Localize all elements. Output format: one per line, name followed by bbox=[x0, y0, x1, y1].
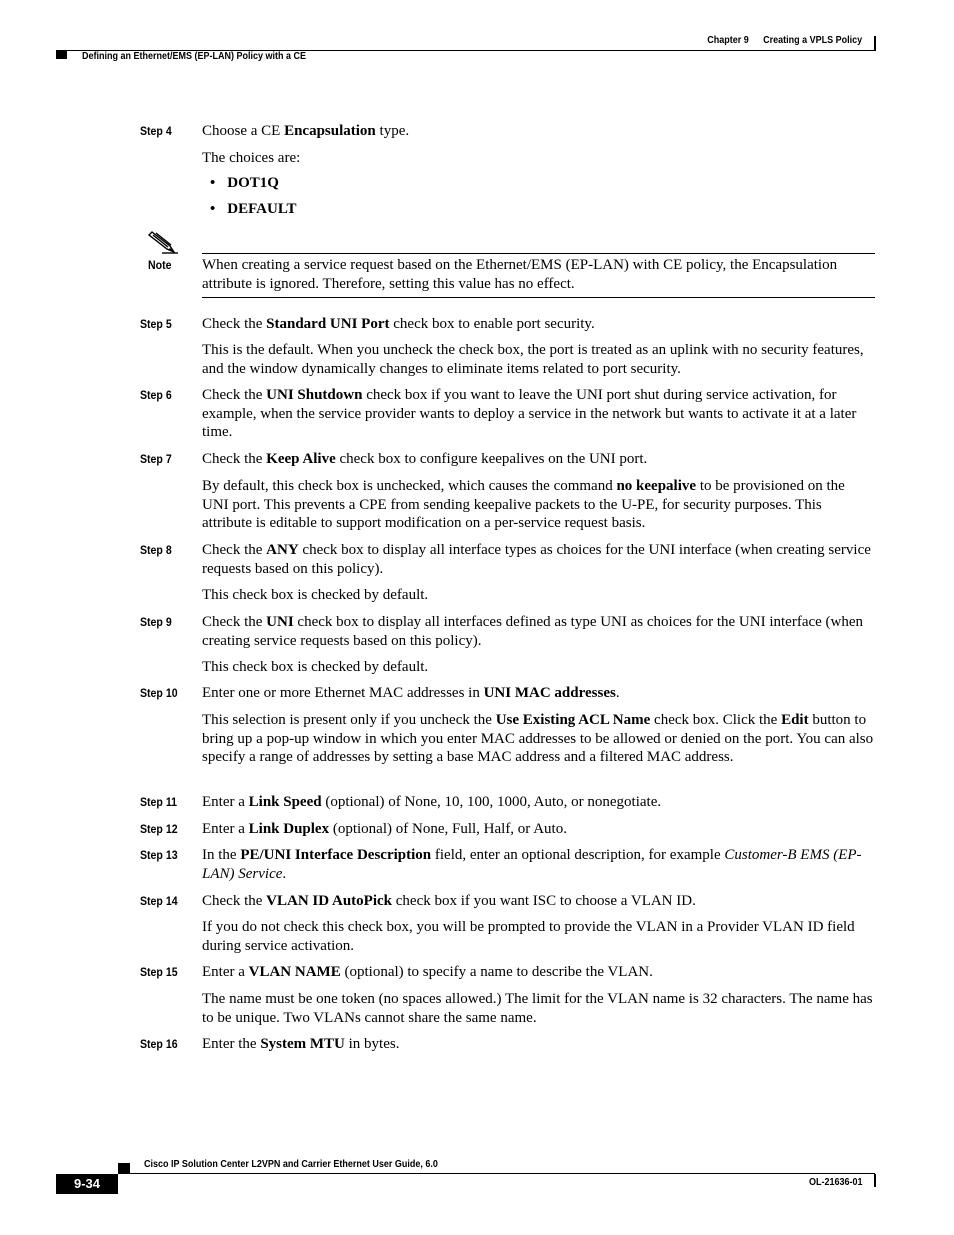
ui-term: ANY bbox=[266, 542, 299, 558]
step-label: Step 4 bbox=[140, 124, 172, 138]
ui-term: System MTU bbox=[260, 1036, 345, 1052]
step-paragraph: The name must be one token (no spaces allowed.) The limit for the VLAN name is 32 characters. The name has to be unique. Two VLANs cannot share the same name. bbox=[202, 991, 873, 1026]
step-text: Check the VLAN ID AutoPick check box if you want ISC to choose a VLAN ID. bbox=[202, 893, 696, 909]
step-label: Step 15 bbox=[140, 965, 178, 979]
step-paragraph: This check box is checked by default. bbox=[202, 587, 429, 603]
step-label: Step 12 bbox=[140, 822, 178, 836]
step-label: Step 11 bbox=[140, 795, 177, 809]
choice-bullet: • DOT1Q bbox=[210, 175, 279, 192]
step-label: Step 13 bbox=[140, 848, 178, 862]
step-text: Enter a Link Speed (optional) of None, 10, 100, 1000, Auto, or nonegotiate. bbox=[202, 794, 662, 810]
pencil-note-icon bbox=[148, 229, 178, 255]
ui-term: Encapsulation bbox=[284, 123, 376, 139]
step-text: Choose a CE Encapsulation type. bbox=[202, 123, 410, 139]
choice-bullet: • DEFAULT bbox=[210, 201, 296, 218]
ui-term: UNI bbox=[266, 614, 294, 630]
step-text: Check the UNI check box to display all interfaces defined as type UNI as choices for the UNI interface (when creating service requests based on this policy). bbox=[202, 614, 864, 649]
step-text: Enter a Link Duplex (optional) of None, Full, Half, or Auto. bbox=[202, 821, 567, 837]
ui-term: PE/UNI Interface Description bbox=[240, 847, 432, 863]
step-text: Enter a VLAN NAME (optional) to specify a name to describe the VLAN. bbox=[202, 964, 653, 980]
step-paragraph: This selection is present only if you uncheck the Use Existing ACL Name check box. Click the Edit button to bring up a pop-up window in which you enter MAC addresses to be allowed or denied on the port. You can also specify a range of addresses by setting a base MAC address and a filtered MAC address. bbox=[202, 712, 874, 766]
step-label: Step 10 bbox=[140, 686, 178, 700]
header-section-title: Defining an Ethernet/EMS (EP-LAN) Policy with a CE bbox=[82, 51, 307, 62]
footer-page-number: 9-34 bbox=[56, 1174, 118, 1194]
step-text: Enter the System MTU in bytes. bbox=[202, 1036, 400, 1052]
header-block bbox=[56, 51, 67, 59]
header-tick bbox=[874, 36, 876, 50]
step-paragraph: This check box is checked by default. bbox=[202, 659, 429, 675]
step-text: Check the UNI Shutdown check box if you want to leave the UNI port shut during service activation, for example, when the service provider wants to deploy a service in the network but wants to activate it at a later time. bbox=[202, 387, 857, 441]
ui-term: Edit bbox=[781, 712, 809, 728]
header-chapter bbox=[707, 35, 862, 46]
step-paragraph: If you do not check this check box, you will be prompted to provide the VLAN in a Provider VLAN ID field during service activation. bbox=[202, 919, 855, 954]
example-text: Customer-B EMS (EP-LAN) Service bbox=[202, 847, 862, 882]
step-label: Step 8 bbox=[140, 543, 172, 557]
ui-term: no keepalive bbox=[616, 478, 697, 494]
chapter-number: Chapter 9 bbox=[707, 35, 749, 46]
step-text: Check the ANY check box to display all interface types as choices for the UNI interface (when creating service requests based on this policy). bbox=[202, 542, 871, 577]
note-label: Note bbox=[148, 258, 172, 272]
ui-term: Keep Alive bbox=[266, 451, 336, 467]
step-text: In the PE/UNI Interface Description field, enter an optional description, for example Customer-B EMS (EP-LAN) Service. bbox=[202, 847, 862, 882]
step-text: Check the Keep Alive check box to configure keepalives on the UNI port. bbox=[202, 451, 648, 467]
footer-tick bbox=[874, 1174, 876, 1187]
ui-term: Use Existing ACL Name bbox=[495, 712, 651, 728]
step-label: Step 6 bbox=[140, 388, 172, 402]
step-paragraph: This is the default. When you uncheck the check box, the port is treated as an uplink with no security features, and the window dynamically changes to eliminate items related to port security. bbox=[202, 342, 864, 377]
note-rule-top bbox=[202, 253, 875, 254]
footer-guide-title: Cisco IP Solution Center L2VPN and Carrier Ethernet User Guide, 6.0 bbox=[144, 1159, 438, 1170]
step-label: Step 7 bbox=[140, 452, 172, 466]
step-label: Step 9 bbox=[140, 615, 172, 629]
footer-doc-id: OL-21636-01 bbox=[808, 1177, 862, 1188]
step-paragraph: By default, this check box is unchecked, which causes the command no keepalive to be provisioned on the UNI port. This prevents a CPE from sending keepalive packets to the U-PE, for security purposes. This attribute is editable to support modification on a per-service request basis. bbox=[202, 478, 845, 532]
step-label: Step 16 bbox=[140, 1037, 178, 1051]
ui-term: Standard UNI Port bbox=[266, 316, 390, 332]
ui-term: VLAN ID AutoPick bbox=[266, 893, 393, 909]
note-text: When creating a service request based on the Ethernet/EMS (EP-LAN) with CE policy, the Encapsulation attribute is ignored. Therefore, setting this value has no effect. bbox=[202, 257, 838, 292]
ui-term: UNI MAC addresses bbox=[483, 685, 616, 701]
ui-term: Link Duplex bbox=[248, 821, 330, 837]
step-paragraph: The choices are: bbox=[202, 150, 301, 166]
step-label: Step 5 bbox=[140, 317, 172, 331]
ui-term: Link Speed bbox=[248, 794, 322, 810]
note-rule-bottom bbox=[202, 297, 875, 298]
ui-term: VLAN NAME bbox=[248, 964, 341, 980]
ui-term: UNI Shutdown bbox=[266, 387, 363, 403]
chapter-title: Creating a VPLS Policy bbox=[762, 35, 862, 46]
footer-rule bbox=[118, 1173, 875, 1174]
step-text: Enter one or more Ethernet MAC addresses in UNI MAC addresses. bbox=[202, 685, 620, 701]
step-text: Check the Standard UNI Port check box to enable port security. bbox=[202, 316, 595, 332]
step-label: Step 14 bbox=[140, 894, 178, 908]
